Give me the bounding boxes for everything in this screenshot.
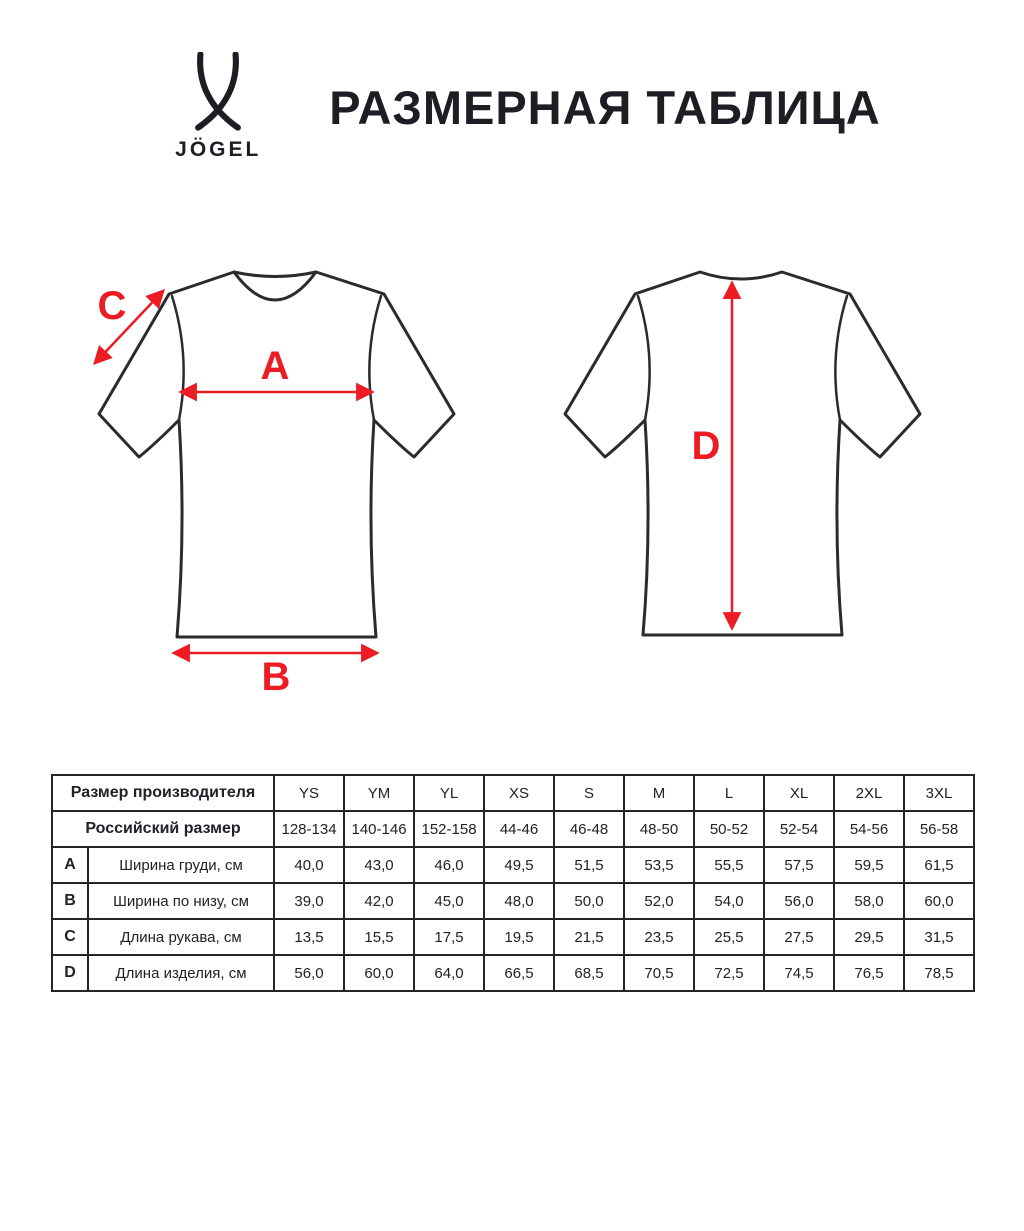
russian-size-value: 140-146: [344, 811, 414, 847]
tshirt-front-diagram: [74, 252, 484, 692]
size-column-header: XS: [484, 775, 554, 811]
measure-label-b: B: [261, 655, 291, 692]
russian-size-value: 56-58: [904, 811, 974, 847]
measurement-name: Длина изделия, см: [88, 955, 274, 991]
measurement-value: 55,5: [694, 847, 764, 883]
brand-wordmark: JÖGEL: [175, 138, 262, 161]
measurement-value: 54,0: [694, 883, 764, 919]
measurement-value: 53,5: [624, 847, 694, 883]
measurement-diagrams: [0, 252, 1024, 692]
measurement-value: 64,0: [414, 955, 484, 991]
measurement-value: 50,0: [554, 883, 624, 919]
size-column-header: S: [554, 775, 624, 811]
measurement-letter: A: [52, 847, 88, 883]
measurement-value: 72,5: [694, 955, 764, 991]
size-table-container: [51, 774, 973, 992]
russian-size-row: [52, 811, 974, 847]
measure-label-a: A: [260, 344, 290, 388]
russian-size-value: 54-56: [834, 811, 904, 847]
russian-size-value: 48-50: [624, 811, 694, 847]
measurement-value: 66,5: [484, 955, 554, 991]
measurement-name: Длина рукава, см: [88, 919, 274, 955]
measurement-row: [52, 919, 974, 955]
russian-size-value: 50-52: [694, 811, 764, 847]
manufacturer-size-row: [52, 775, 974, 811]
russian-size-value: 52-54: [764, 811, 834, 847]
measurement-value: 45,0: [414, 883, 484, 919]
measurement-value: 23,5: [624, 919, 694, 955]
tshirt-front-outline: [99, 272, 454, 637]
measurement-row: [52, 883, 974, 919]
measurement-value: 43,0: [344, 847, 414, 883]
size-column-header: 3XL: [904, 775, 974, 811]
size-column-header: YS: [274, 775, 344, 811]
measurement-value: 27,5: [764, 919, 834, 955]
size-column-header: M: [624, 775, 694, 811]
russian-size-label: Российский размер: [52, 811, 274, 847]
measurement-value: 29,5: [834, 919, 904, 955]
measurement-value: 76,5: [834, 955, 904, 991]
measurement-value: 25,5: [694, 919, 764, 955]
size-column-header: YL: [414, 775, 484, 811]
measurement-name: Ширина по низу, см: [88, 883, 274, 919]
measurement-value: 60,0: [904, 883, 974, 919]
jogel-logo-icon: [174, 52, 262, 136]
measurement-value: 17,5: [414, 919, 484, 955]
brand-logo: [143, 52, 293, 162]
measurement-value: 42,0: [344, 883, 414, 919]
measurement-value: 78,5: [904, 955, 974, 991]
russian-size-value: 128-134: [274, 811, 344, 847]
size-column-header: 2XL: [834, 775, 904, 811]
measurement-value: 57,5: [764, 847, 834, 883]
russian-size-value: 152-158: [414, 811, 484, 847]
measure-label-c: C: [97, 284, 127, 328]
size-column-header: YM: [344, 775, 414, 811]
measurement-value: 61,5: [904, 847, 974, 883]
measurement-letter: D: [52, 955, 88, 991]
measurement-value: 56,0: [274, 955, 344, 991]
measurement-value: 59,5: [834, 847, 904, 883]
manufacturer-size-label: Размер производителя: [52, 775, 274, 811]
size-column-header: L: [694, 775, 764, 811]
measurement-row: [52, 955, 974, 991]
measurement-value: 19,5: [484, 919, 554, 955]
measurement-name: Ширина груди, см: [88, 847, 274, 883]
measurement-value: 51,5: [554, 847, 624, 883]
measurement-row: [52, 847, 974, 883]
measurement-value: 46,0: [414, 847, 484, 883]
measurement-value: 15,5: [344, 919, 414, 955]
tshirt-back-diagram: [540, 252, 950, 692]
measurement-value: 48,0: [484, 883, 554, 919]
measurement-value: 52,0: [624, 883, 694, 919]
measurement-value: 74,5: [764, 955, 834, 991]
measurement-value: 58,0: [834, 883, 904, 919]
russian-size-value: 44-46: [484, 811, 554, 847]
measurement-value: 40,0: [274, 847, 344, 883]
measurement-letter: C: [52, 919, 88, 955]
measurement-value: 49,5: [484, 847, 554, 883]
size-column-header: XL: [764, 775, 834, 811]
measurement-letter: B: [52, 883, 88, 919]
page-header: [0, 0, 1024, 162]
measurement-value: 68,5: [554, 955, 624, 991]
measurement-value: 31,5: [904, 919, 974, 955]
measurement-value: 39,0: [274, 883, 344, 919]
size-table-body: [52, 775, 974, 991]
page-title: РАЗМЕРНАЯ ТАБЛИЦА: [329, 80, 881, 134]
measurement-value: 56,0: [764, 883, 834, 919]
size-table: [51, 774, 975, 992]
russian-size-value: 46-48: [554, 811, 624, 847]
measurement-value: 21,5: [554, 919, 624, 955]
measurement-value: 60,0: [344, 955, 414, 991]
measure-label-d: D: [691, 424, 721, 468]
measurement-value: 13,5: [274, 919, 344, 955]
tshirt-back-outline: [565, 272, 920, 635]
measurement-value: 70,5: [624, 955, 694, 991]
